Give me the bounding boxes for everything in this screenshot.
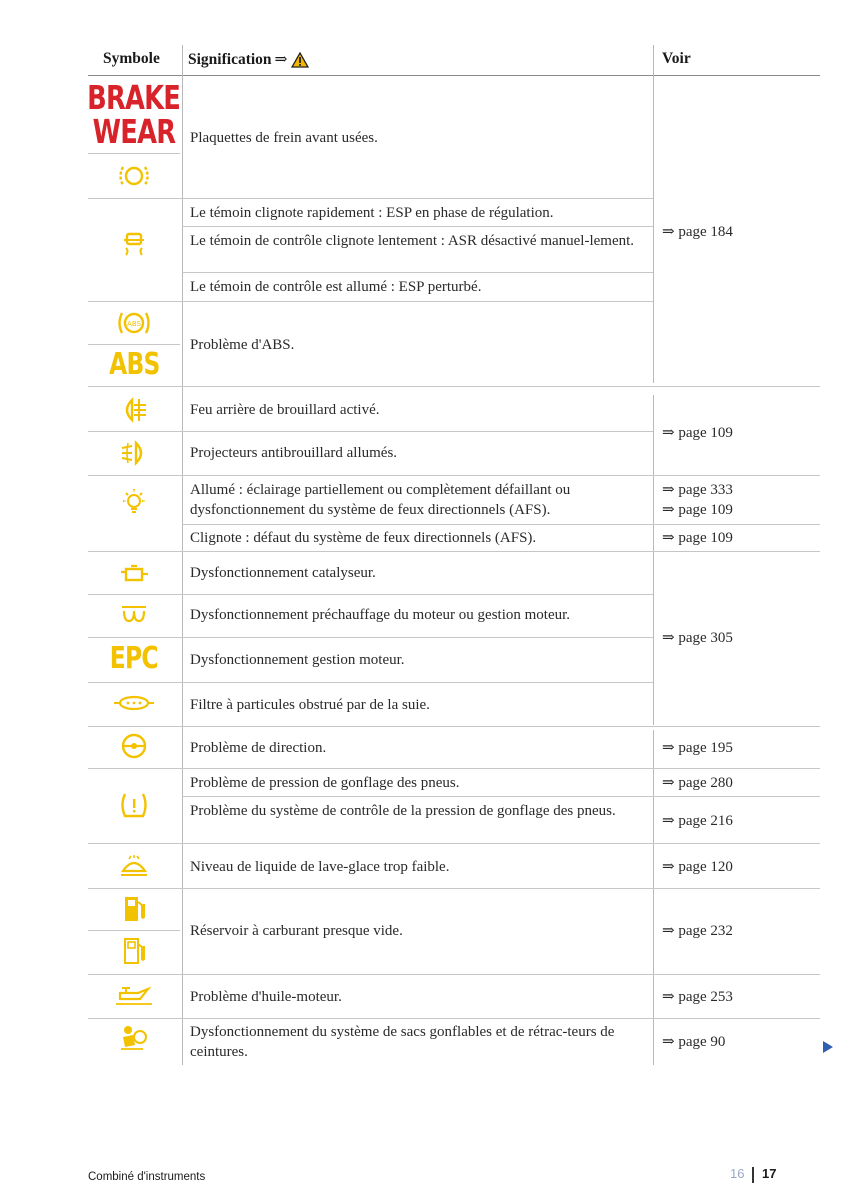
- row-rear-fog: Feu arrière de brouillard activé.: [190, 402, 380, 418]
- see-oil: ⇒ page 253: [662, 989, 733, 1005]
- rule: [88, 726, 820, 727]
- see-tpms: ⇒ page 216: [662, 813, 733, 829]
- see-airbag: ⇒ page 90: [662, 1034, 726, 1050]
- see-engine: ⇒ page 305: [662, 630, 733, 646]
- footer-section-title: Combiné d'instruments: [88, 1171, 206, 1183]
- see-esp: ⇒ page 184: [662, 224, 733, 240]
- row-oil: Problème d'huile-moteur.: [190, 989, 342, 1005]
- page-number-right: 17: [761, 1166, 777, 1181]
- rule: [88, 344, 180, 345]
- airbag-icon: [88, 1020, 180, 1056]
- footer-page-numbers: [730, 1166, 776, 1183]
- rule: [182, 226, 653, 227]
- column-divider-2c: [653, 730, 654, 1065]
- row-airbag: Dysfonctionnement du système de sacs gonflables et de rétrac-teurs de ceintures.: [190, 1024, 615, 1060]
- header-see: Voir: [662, 50, 691, 67]
- row-esp-on: Le témoin de contrôle est allumé : ESP perturbé.: [190, 279, 482, 295]
- row-washer: Niveau de liquide de lave-glace trop faible.: [190, 859, 450, 875]
- steering-icon: [88, 729, 180, 763]
- rule: [88, 594, 653, 595]
- row-lights-on: Allumé : éclairage partiellement ou complètement défaillant ou dysfonctionnement du système de feux directionnels (AFS).: [190, 482, 571, 518]
- epc-text-symbol: EPC: [110, 640, 158, 676]
- row-steering: Problème de direction.: [190, 740, 327, 756]
- row-particle: Filtre à particules obstrué par de la suie.: [190, 697, 430, 713]
- rule: [88, 431, 653, 432]
- brake-wear-symbol: [88, 80, 180, 150]
- row-catalyst: Dysfonctionnement catalyseur.: [190, 565, 376, 581]
- rule: [88, 974, 820, 975]
- rule: [88, 153, 180, 154]
- row-tpms: Problème du système de contrôle de la pression de gonflage des pneus.: [190, 803, 616, 819]
- engine-catalyst-icon: [88, 556, 180, 592]
- row-fuel: Réservoir à carburant presque vide.: [190, 923, 403, 939]
- brake-wear-line1: BRAKE: [87, 78, 181, 117]
- rule: [88, 1018, 820, 1019]
- see-lights-on-1: ⇒ page 333: [662, 482, 733, 498]
- row-abs: Problème d'ABS.: [190, 337, 295, 353]
- front-fog-icon: [88, 433, 180, 473]
- row-afs-blink: Clignote : défaut du système de feux directionnels (AFS).: [190, 530, 537, 546]
- column-divider-2: [653, 45, 654, 383]
- esp-icon: [88, 225, 180, 265]
- header-meaning: [188, 50, 309, 69]
- row-asr-slow: Le témoin de contrôle clignote lentement : ASR désactivé manuel-lement.: [190, 233, 635, 249]
- rule: [88, 198, 653, 199]
- svg-text:ABS: ABS: [127, 320, 141, 328]
- rule: [88, 551, 820, 552]
- brake-wear-line2: WEAR: [92, 112, 176, 151]
- washer-fluid-icon: [88, 848, 180, 884]
- see-lights-on-2: ⇒ page 109: [662, 502, 733, 518]
- next-page-arrow-icon: [822, 1040, 834, 1054]
- rule: [182, 272, 653, 273]
- rule: [88, 637, 653, 638]
- oil-can-icon: [88, 978, 180, 1012]
- epc-symbol: [88, 639, 180, 677]
- abs-circle-icon: [88, 305, 180, 341]
- see-washer: ⇒ page 120: [662, 859, 733, 875]
- rule: [88, 888, 820, 889]
- rule: [88, 475, 820, 476]
- brake-pad-icon: [88, 156, 180, 196]
- rule: [182, 796, 820, 797]
- page-number-left: 16: [730, 1166, 745, 1181]
- fuel-filled-icon: [88, 890, 180, 928]
- row-esp-fast: Le témoin clignote rapidement : ESP en phase de régulation.: [190, 205, 554, 221]
- see-fuel: ⇒ page 232: [662, 923, 733, 939]
- rule: [88, 301, 653, 302]
- see-afs-blink: ⇒ page 109: [662, 530, 733, 546]
- row-tire-pressure: Problème de pression de gonflage des pneus.: [190, 775, 460, 791]
- header-rule: [88, 75, 820, 76]
- rule: [182, 524, 820, 525]
- see-tire-pressure: ⇒ page 280: [662, 775, 733, 791]
- bulb-warning-icon: [88, 482, 180, 522]
- rule: [88, 682, 653, 683]
- rule: [88, 843, 820, 844]
- arrow-glyph: ⇒: [274, 51, 288, 68]
- header-meaning-label: Signification: [188, 50, 272, 68]
- warning-triangle-icon: [291, 52, 309, 68]
- rule: [88, 930, 180, 931]
- abs-text-symbol: ABS: [108, 346, 160, 382]
- see-steering: ⇒ page 195: [662, 740, 733, 756]
- rule: [88, 386, 820, 387]
- tire-pressure-icon: [88, 785, 180, 825]
- column-divider-2b: [653, 395, 654, 725]
- see-fog: ⇒ page 109: [662, 425, 733, 441]
- rear-fog-icon: [88, 390, 180, 430]
- particle-filter-icon: [88, 688, 180, 718]
- row-epc: Dysfonctionnement gestion moteur.: [190, 652, 405, 668]
- page-separator: [752, 1167, 754, 1183]
- row-front-fog: Projecteurs antibrouillard allumés.: [190, 445, 398, 461]
- row-preheat: Dysfonctionnement préchauffage du moteur ou gestion moteur.: [190, 607, 571, 623]
- header-symbol: Symbole: [103, 50, 160, 67]
- row-brake-pads: Plaquettes de frein avant usées.: [190, 130, 378, 146]
- abs-symbol: [88, 346, 180, 382]
- fuel-outline-icon: [88, 932, 180, 970]
- preheat-coil-icon: [88, 596, 180, 632]
- rule: [88, 768, 820, 769]
